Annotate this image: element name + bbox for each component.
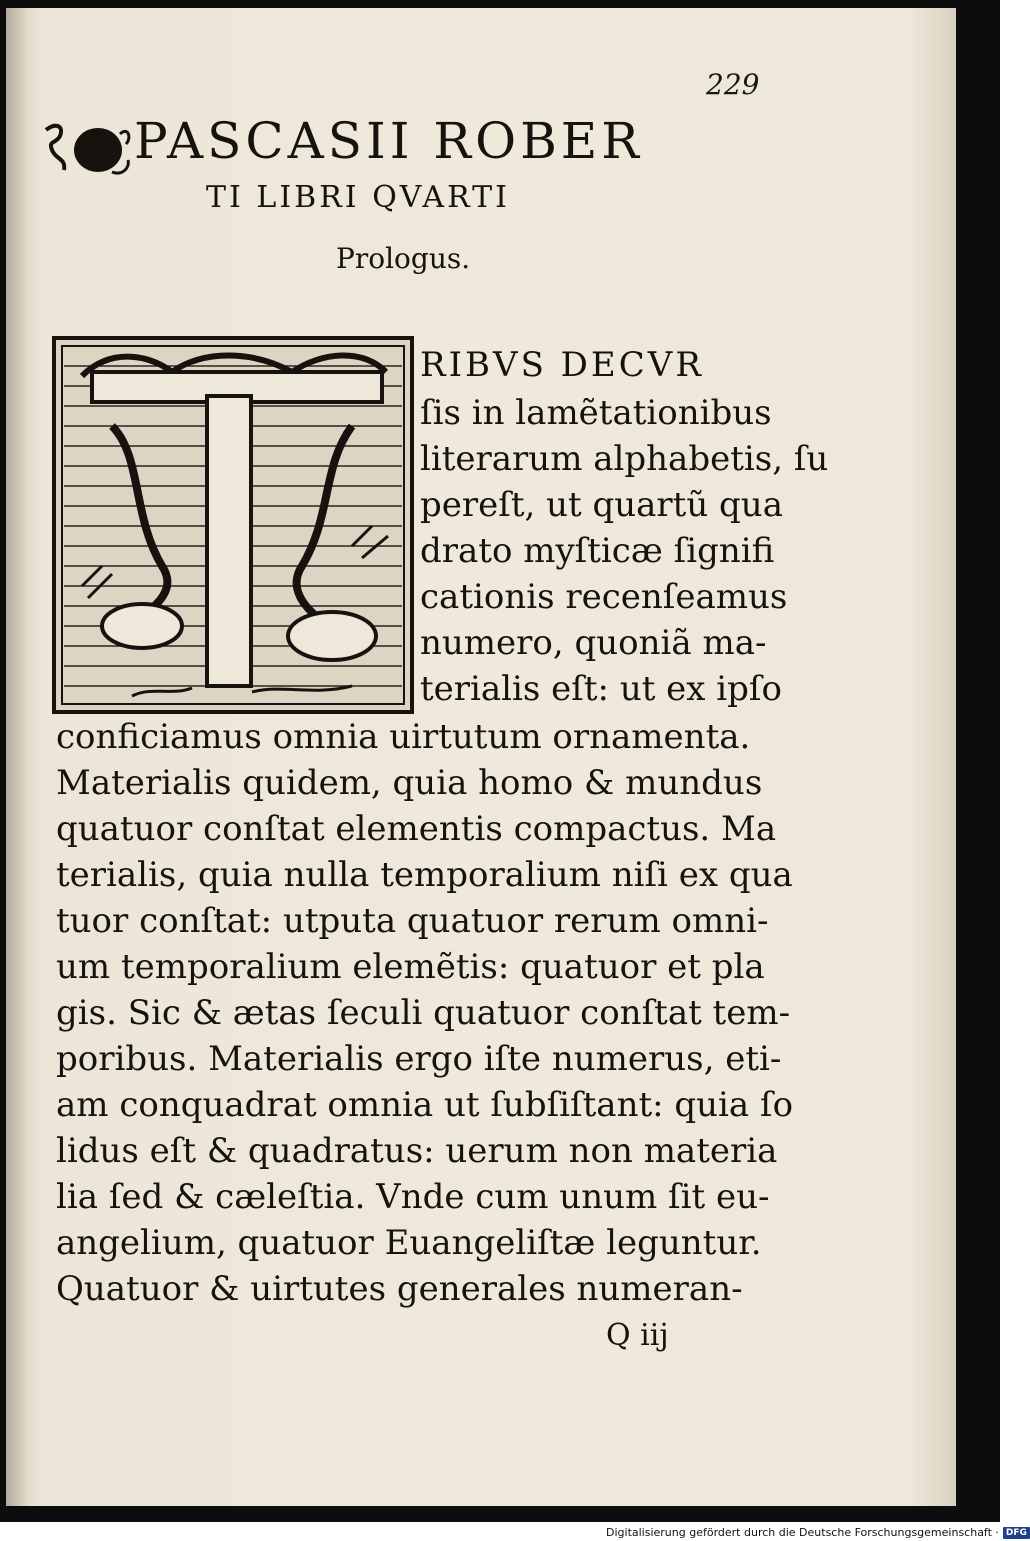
decorated-initial-letter — [52, 336, 414, 714]
text-line: literarum alphabetis, ſu — [420, 439, 829, 479]
text-line: numero, quoniã ma- — [420, 623, 767, 663]
page-number: 229 — [706, 68, 760, 101]
text-line: poribus. Materialis ergo iſte numerus, eti- — [56, 1039, 782, 1079]
text-line: lia ſed & cæleſtia. Vnde cum unum ſit eu- — [56, 1177, 770, 1217]
text-line: cationis recenſeamus — [420, 577, 788, 617]
text-line: Quatuor & uirtutes generales numeran- — [56, 1269, 743, 1309]
book-page — [6, 8, 956, 1506]
title-line-1: PASCASII ROBER — [134, 112, 643, 170]
text-line: um temporalium elemẽtis: quatuor et pla — [56, 947, 765, 987]
text-line: terialis, quia nulla temporalium niſi ex qua — [56, 855, 793, 895]
text-line: angelium, quatuor Euangeliſtæ leguntur. — [56, 1223, 762, 1263]
text-line: conficiamus omnia uirtutum ornamenta. — [56, 717, 751, 757]
text-line: Materialis quidem, quia homo & mundus — [56, 763, 763, 803]
gutter-shadow — [6, 8, 28, 1506]
text-line: gis. Sic & ætas ſeculi quatuor conſtat tem- — [56, 993, 791, 1033]
text-line: ſis in lamẽtationibus — [420, 393, 772, 433]
text-line: tuor conſtat: utputa quatuor rerum omni- — [56, 901, 769, 941]
text-line: drato myſticæ ſignifi — [420, 531, 775, 571]
signature-mark: Q iij — [606, 1318, 669, 1353]
text-line: quatuor conſtat elementis compactus. Ma — [56, 809, 777, 849]
section-subtitle: Prologus. — [336, 242, 471, 275]
digitization-credit — [606, 1526, 1027, 1539]
fleuron-ornament — [42, 116, 132, 180]
dfg-logo: DFG — [1003, 1527, 1030, 1539]
credit-text: Digitalisierung gefördert durch die Deutsche Forschungsgemeinschaft · — [606, 1526, 999, 1539]
text-line: terialis eſt: ut ex ipſo — [420, 669, 782, 709]
text-line: RIBVS DECVR — [420, 345, 704, 385]
text-line: lidus eſt & quadratus: uerum non materia — [56, 1131, 778, 1171]
text-line: pereſt, ut quartũ qua — [420, 485, 783, 525]
text-line: am conquadrat omnia ut ſubſiſtant: quia ſo — [56, 1085, 794, 1125]
title-line-2: TI LIBRI QVARTI — [206, 180, 510, 215]
